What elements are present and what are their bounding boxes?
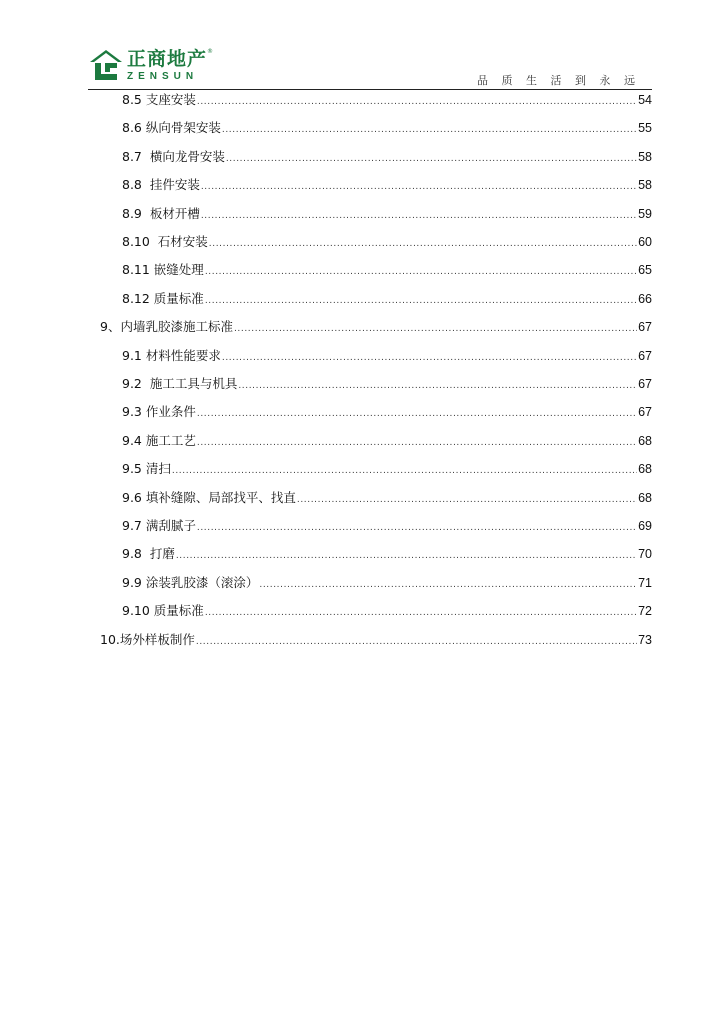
toc-entry-title: 8.12 质量标准 — [122, 290, 204, 306]
toc-entry-title: 9.7 满刮腻子 — [122, 518, 196, 533]
zensun-house-logo-icon — [88, 48, 124, 82]
toc-entry-title: 9.2 施工工具与机具 — [122, 376, 238, 391]
toc-entry-title: 9.8 打磨 — [122, 546, 175, 562]
toc-dot-leader — [205, 608, 637, 618]
toc-entry-title: 9.4 施工工艺 — [122, 432, 196, 448]
toc-page-number: 67 — [638, 320, 652, 335]
toc-page-number: 66 — [638, 291, 652, 306]
toc-dot-leader — [201, 211, 637, 221]
page-header — [88, 48, 652, 90]
toc-dot-leader — [259, 580, 637, 590]
toc-entry-title: 9、内墙乳胶漆施工标准 — [100, 319, 233, 335]
toc-page-number: 68 — [638, 490, 652, 505]
toc-entry-title: 8.6 纵向骨架安装 — [122, 120, 221, 136]
toc-entry[interactable] — [122, 289, 652, 309]
toc-dot-leader — [201, 182, 637, 192]
toc-page-number: 60 — [638, 235, 652, 249]
toc-entry[interactable] — [122, 544, 652, 564]
toc-page-number: 68 — [638, 462, 652, 477]
toc-page-number: 54 — [638, 93, 652, 107]
toc-dot-leader — [234, 324, 637, 334]
toc-dot-leader — [172, 466, 637, 476]
toc-entry-title: 8.9 板材开槽 — [122, 205, 200, 221]
toc-dot-leader — [196, 637, 637, 647]
toc-entry[interactable] — [122, 175, 652, 195]
toc-entry-title: 8.7 横向龙骨安装 — [122, 148, 225, 164]
toc-dot-leader — [205, 296, 637, 306]
toc-page-number: 67 — [638, 348, 652, 363]
toc-page-number: 71 — [638, 575, 652, 590]
toc-entry-title: 9.9 涂装乳胶漆（滚涂） — [122, 574, 259, 590]
toc-entry[interactable] — [122, 431, 652, 451]
toc-dot-leader — [197, 523, 637, 533]
toc-dot-leader — [297, 495, 637, 505]
toc-entry[interactable] — [122, 573, 652, 593]
toc-entry-title: 9.1 材料性能要求 — [122, 347, 221, 363]
toc-entry[interactable] — [122, 232, 652, 252]
toc-entry[interactable] — [122, 204, 652, 224]
toc-page-number: 67 — [638, 377, 652, 391]
toc-dot-leader — [197, 438, 637, 448]
toc-entry[interactable] — [122, 147, 652, 167]
toc-entry-title: 9.10 质量标准 — [122, 603, 204, 619]
toc-dot-leader — [205, 267, 637, 277]
logo-english-name: ZENSUN — [127, 71, 199, 82]
toc-page-number: 65 — [638, 263, 652, 278]
toc-page-number: 58 — [638, 178, 652, 193]
toc-entry-title: 8.8 挂件安装 — [122, 177, 200, 193]
header-slogan: 品 质 生 活 到 永 远 — [477, 74, 640, 87]
toc-entry[interactable] — [122, 118, 652, 138]
toc-entry[interactable] — [100, 317, 652, 337]
toc-dot-leader — [226, 154, 637, 164]
toc-entry-title: 10.场外样板制作 — [100, 631, 195, 647]
toc-entry[interactable] — [122, 516, 652, 536]
toc-entry-title: 9.5 清扫 — [122, 461, 171, 477]
toc-entry-title: 9.6 填补缝隙、局部找平、找直 — [122, 489, 296, 505]
toc-page-number: 68 — [638, 433, 652, 448]
toc-entry[interactable] — [122, 374, 652, 394]
toc-entry[interactable] — [122, 260, 652, 280]
toc-entry[interactable] — [122, 459, 652, 479]
toc-page-number: 70 — [638, 547, 652, 562]
toc-page-number: 67 — [638, 405, 652, 420]
toc-dot-leader — [222, 125, 637, 135]
toc-entry-title: 8.5 支座安装 — [122, 92, 196, 107]
toc-entry[interactable] — [122, 346, 652, 366]
company-logo — [88, 48, 213, 84]
toc-dot-leader — [209, 239, 637, 249]
toc-entry[interactable] — [100, 630, 652, 650]
logo-chinese-name: 正商地产 — [127, 48, 208, 70]
toc-entry[interactable] — [122, 90, 652, 110]
toc-dot-leader — [197, 409, 637, 419]
toc-entry-title: 8.11 嵌缝处理 — [122, 262, 204, 278]
toc-entry-title: 9.3 作业条件 — [122, 404, 196, 420]
toc-dot-leader — [238, 381, 637, 391]
toc-page-number: 58 — [638, 149, 652, 164]
toc-dot-leader — [176, 551, 637, 561]
logo-text: 正商地产® ZENSUN — [127, 48, 214, 82]
toc-entry[interactable] — [122, 601, 652, 621]
toc-entry[interactable] — [122, 402, 652, 422]
toc-entry[interactable] — [122, 488, 652, 508]
toc-page-number: 72 — [638, 604, 652, 619]
toc-page-number: 73 — [638, 632, 652, 647]
toc-page-number: 69 — [638, 519, 652, 533]
toc-entry-title: 8.10 石材安装 — [122, 234, 208, 249]
toc-dot-leader — [222, 353, 637, 363]
toc-page-number: 59 — [638, 206, 652, 221]
toc-dot-leader — [197, 97, 637, 107]
toc-page-number: 55 — [638, 121, 652, 136]
